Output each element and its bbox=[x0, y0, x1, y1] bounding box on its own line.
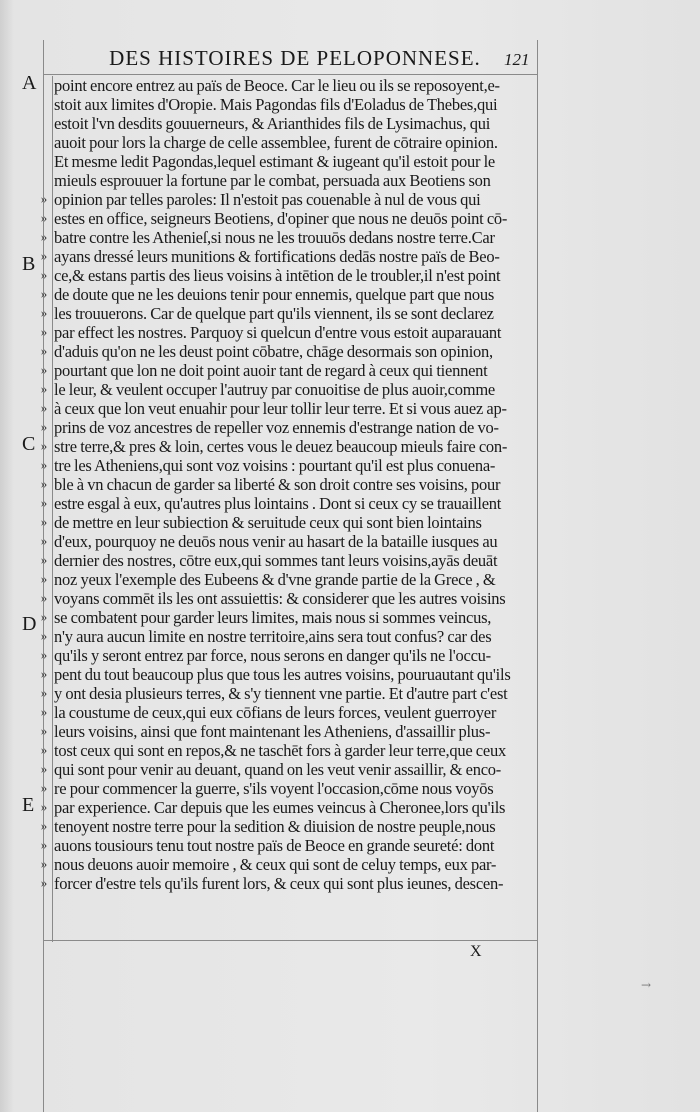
text-line: la coustume de ceux,qui eux cōfians de leurs forces, veulent guerroyer bbox=[54, 703, 497, 722]
quotation-mark: » bbox=[40, 723, 48, 738]
text-line: qu'ils y seront entrez par force, nous serons en danger qu'ils ne l'occu- bbox=[54, 646, 491, 665]
text-line: leurs voisins, ainsi que font maintenant les Atheniens, d'assaillir plus- bbox=[54, 722, 491, 741]
quotation-mark: » bbox=[40, 875, 48, 890]
margin-letter-a: A bbox=[22, 72, 37, 94]
body-text bbox=[54, 76, 536, 893]
text-line: re pour commencer la guerre, s'ils voyent l'occasion,cōme nous voyōs bbox=[54, 779, 494, 798]
text-line: ce,& estans partis des lieus voisins à intētion de le troubler,il n'est point bbox=[54, 266, 501, 285]
text-line: qui sont pour venir au deuant, quand on les veut venir assaillir, & enco- bbox=[54, 760, 502, 779]
text-line: le leur, & veulent occuper l'autruy par conuoitise de plus auoir,comme bbox=[54, 380, 495, 399]
quotation-mark: » bbox=[40, 742, 48, 757]
quotation-mark: » bbox=[40, 267, 48, 282]
text-line: auoit pour lors la charge de celle assemblee, furent de cōtraire opinion. bbox=[54, 133, 498, 152]
quotation-mark: » bbox=[40, 248, 48, 263]
signature-mark: X bbox=[470, 943, 482, 960]
text-line: d'eux, pourquoy ne deuōs nous venir au hasart de la bataille iusques au bbox=[54, 532, 498, 551]
quotation-mark: » bbox=[40, 666, 48, 681]
quotation-mark: » bbox=[40, 324, 48, 339]
text-line: stre terre,& pres & loin, certes vous le deuez beaucoup mieuls faire con- bbox=[54, 437, 508, 456]
quotation-mark: » bbox=[40, 647, 48, 662]
text-line: voyans commēt ils les ont assuiettis: & considerer que les autres voisins bbox=[54, 589, 506, 608]
text-line: y ont desia plusieurs terres, & s'y tiennent vne partie. Et d'autre part c'est bbox=[54, 684, 508, 703]
ruled-line-top bbox=[43, 74, 537, 75]
text-line: forcer d'estre tels qu'ils furent lors, & ceux qui sont plus ieunes, descen- bbox=[54, 874, 504, 893]
text-line: ble à vn chacun de garder sa liberté & son droit contre ses voisins, pour bbox=[54, 475, 501, 494]
quotation-mark: » bbox=[40, 514, 48, 529]
text-line: n'y aura aucun limite en nostre territoire,ains sera tout confus? car des bbox=[54, 627, 492, 646]
quotation-mark: » bbox=[40, 343, 48, 358]
quotation-mark: » bbox=[40, 191, 48, 206]
text-line: point encore entrez au païs de Beoce. Car le lieu ou ils se reposoyent,e- bbox=[54, 76, 500, 95]
text-line: mieuls esprouuer la fortune par le combat, persuada aux Beotiens son bbox=[54, 171, 491, 190]
ruled-line-right bbox=[537, 40, 538, 1112]
text-line: d'aduis qu'on ne les deust point cōbatre, chāge desormais son opinion, bbox=[54, 342, 493, 361]
text-line: pent du tout beaucoup plus que tous les autres voisins, pouruautant qu'ils bbox=[54, 665, 511, 684]
ink-smudge: → bbox=[641, 978, 652, 992]
text-line: nous deuons auoir memoire , & ceux qui sont de celuy temps, eux par- bbox=[54, 855, 497, 874]
margin-letter-d: D bbox=[22, 613, 37, 635]
text-line: estes en office, seigneurs Beotiens, d'opiner que nous ne deuōs point cō- bbox=[54, 209, 508, 228]
running-title: DES HISTOIRES DE PELOPONNESE. bbox=[109, 46, 481, 70]
quotation-mark: » bbox=[40, 362, 48, 377]
quotation-mark: » bbox=[40, 381, 48, 396]
quotation-mark: » bbox=[40, 761, 48, 776]
text-line: de mettre en leur subiection & seruitude ceux qui sont bien lointains bbox=[54, 513, 482, 532]
text-line: estoit l'vn desdits gouuerneurs, & Arianthides fils de Lysimachus, qui bbox=[54, 114, 491, 133]
text-line: noz yeux l'exemple des Eubeens & d'vne grande partie de la Grece , & bbox=[54, 570, 496, 589]
quotation-mark: » bbox=[40, 590, 48, 605]
text-line: se combatent pour garder leurs limites, mais nous si sommes veincus, bbox=[54, 608, 492, 627]
text-line: à ceux que lon veut enuahir pour leur tollir leur terre. Et si vous auez ap- bbox=[54, 399, 507, 418]
quotation-mark: » bbox=[40, 628, 48, 643]
quotation-mark: » bbox=[40, 704, 48, 719]
ruled-line-bottom bbox=[43, 940, 537, 941]
quotation-mark: » bbox=[40, 799, 48, 814]
text-line: tost ceux qui sont en repos,& ne taschēt fors à garder leur terre,que ceux bbox=[54, 741, 506, 760]
text-line: de doute que ne les deuions tenir pour ennemis, quelque part que nous bbox=[54, 285, 495, 304]
quotation-mark: » bbox=[40, 457, 48, 472]
quotation-mark: » bbox=[40, 229, 48, 244]
quotation-mark: » bbox=[40, 305, 48, 320]
quotation-mark: » bbox=[40, 400, 48, 415]
quotation-mark: » bbox=[40, 856, 48, 871]
text-line: tenoyent nostre terre pour la sedition & diuision de nostre peuple,nous bbox=[54, 817, 496, 836]
quotation-mark: » bbox=[40, 495, 48, 510]
text-line: par effect les nostres. Parquoy si quelcun d'entre vous estoit auparauant bbox=[54, 323, 502, 342]
text-line: batre contre les Athenieſ,si nous ne les trouuōs dedans nostre terre.Car bbox=[54, 228, 495, 247]
quotation-mark: » bbox=[40, 419, 48, 434]
text-line: estre esgal à eux, qu'autres plus lointains . Dont si ceux cy se trauaillent bbox=[54, 494, 502, 513]
quotation-mark: » bbox=[40, 571, 48, 586]
margin-letter-e: E bbox=[22, 794, 35, 816]
margin-letter-c: C bbox=[22, 433, 36, 455]
text-line: tre les Atheniens,qui sont voz voisins : pourtant qu'il est plus conuena- bbox=[54, 456, 496, 475]
ruled-line-inner bbox=[52, 76, 53, 942]
page-number: 121 bbox=[504, 50, 530, 69]
quotation-mark: » bbox=[40, 210, 48, 225]
quotation-mark: » bbox=[40, 685, 48, 700]
text-line: prins de voz ancestres de repeller voz ennemis d'estrange nation de vo- bbox=[54, 418, 499, 437]
text-line: opinion par telles paroles: Il n'estoit pas couenable à nul de vous qui bbox=[54, 190, 481, 209]
text-line: ayans dressé leurs munitions & fortifications dedās nostre païs de Beo- bbox=[54, 247, 500, 266]
text-line: dernier des nostres, cōtre eux,qui sommes tant leurs voisins,ayās deuāt bbox=[54, 551, 498, 570]
quotation-mark: » bbox=[40, 438, 48, 453]
text-line: pourtant que lon ne doit point auoir tant de regard à ceux qui tiennent bbox=[54, 361, 488, 380]
text-line: par experience. Car depuis que les eumes veincus à Cheronee,lors qu'ils bbox=[54, 798, 506, 817]
text-line: les trouuerons. Car de quelque part qu'ils viennent, ils se sont declarez bbox=[54, 304, 494, 323]
quotation-mark: » bbox=[40, 818, 48, 833]
quotation-mark: » bbox=[40, 552, 48, 567]
quotation-mark: » bbox=[40, 609, 48, 624]
text-line: Et mesme ledit Pagondas,lequel estimant & iugeant qu'il estoit pour le bbox=[54, 152, 496, 171]
quotation-mark: » bbox=[40, 286, 48, 301]
quotation-mark: » bbox=[40, 533, 48, 548]
text-line: auons tousiours tenu tout nostre païs de Beoce en grande seureté: dont bbox=[54, 836, 495, 855]
quotation-mark: » bbox=[40, 780, 48, 795]
quotation-mark: » bbox=[40, 837, 48, 852]
margin-letter-b: B bbox=[22, 253, 36, 275]
text-line: stoit aux limites d'Oropie. Mais Pagondas fils d'Eoladus de Thebes,qui bbox=[54, 95, 498, 114]
quotation-mark: » bbox=[40, 476, 48, 491]
